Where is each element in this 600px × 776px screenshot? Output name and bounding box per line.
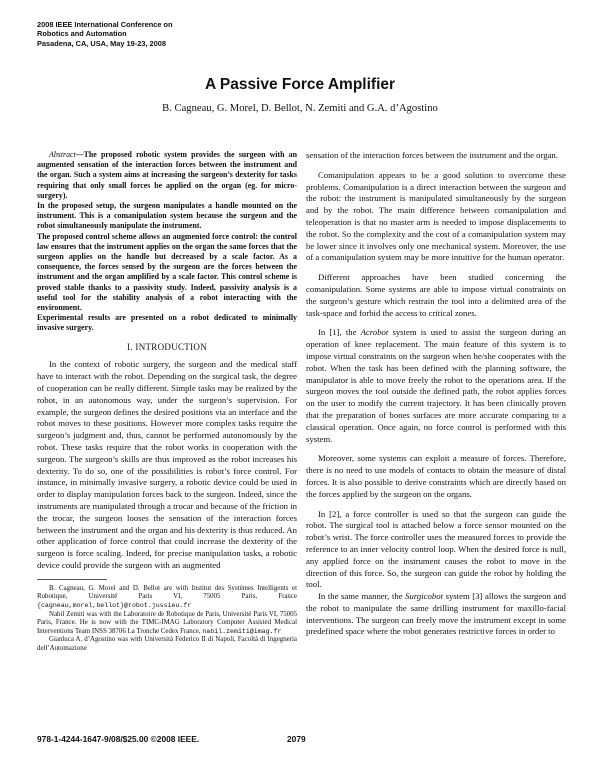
body-paragraph: In the context of robotic surgery, the surgeon and the medical staff have to interact with the robot. Depending on the surgical task, the degree of cooperation can be really different. Simple tasks may be realized by the robot, in an autonomous way, under the surgeon’s supervision. For example, the surgeon defines the desired positions via an interface and the robot moves to these positions. However more complex tasks require the surgeon’s judgment and, thus, cannot be performed autonomously by the robot. These tasks require that the robot works in cooperation with the surgeon. The surgeon’s skills are thus improved as the robot increases his dexterity. To do so, one of the possibilities is robot’s force control. For instance, in minimally invasive surgery, a robotic device could be used in order to display manipulation forces back to the surgeon. Indeed, since the instruments are manipulated through a trocar and because of the friction in the trocar, the surgeon looses the sensation of the interaction forces between the instrument and the organ and his dexterity is thus reduced. An other application of force control that could increase the dexterity of the surgeon is force scaling. Indeed, for precise manipulation tasks, a robotic device could provide the surgeon with an augmented: [37, 359, 297, 570]
section-heading: I. INTRODUCTION: [127, 341, 207, 352]
body-paragraph: In [2], a force controller is used so that the surgeon can guide the robot. The surgical tool is attached below a force sensor mounted on the robot’s wrist. The force controller uses the measured forces to provide the reference to an inner velocity control loop. When the desired force is null, any applied force on the instrument causes the robot to move in the direction of this force. So, the surgeon can guide the robot by holding the tool.: [306, 508, 566, 590]
conference-line: 2008 IEEE International Conference on: [37, 20, 173, 29]
abstract-paragraph: Experimental results are presented on a robot dedicated to minimally invasive surgery.: [37, 313, 297, 333]
system-name: Acrobot: [360, 327, 389, 338]
conference-header: [37, 20, 173, 48]
abstract-paragraph: The proposed control scheme allows an augmented force control: the control law ensures that the instrument applies on the organ the same forces that the surgeon applies on the handle but decreased by a scale factor. As a consequence, the forces sensed by the surgeon are the forces between the instrument and the organ amplified by a scale factor. This control scheme is proved stable thanks to a passivity study. Indeed, passivity analysis is a useful tool for the stability analysis of a robot interacting with the environment.: [37, 231, 297, 313]
conference-line: Robotics and Automation: [37, 29, 127, 39]
paper-title: A Passive Force Amplifier: [204, 76, 396, 93]
footnote-rule: [37, 579, 107, 580]
page-number: 2079: [287, 734, 306, 744]
abstract-text: —The proposed robotic system provides the surgeon with an augmented sensation of the interaction forces between the instrument and the organ. Such a system aims at increasing the surgeon’s dexterity for tasks requiring that only small forces be applied on the organ (eg. for micro-surgery).: [37, 150, 297, 200]
footnote-text: B. Cagneau, G. Morel and D. Bellot are with Institut des Systèmes Intelligents et Robotique, Université Paris VI, 75005 Paris, France: [37, 584, 297, 601]
body-text: system is used to assist the surgeon during an operation of knee replacement. The main feature of this system is to impose virtual constraints on the surgeon when he/she cooperates with the robot. When the task has been defined with the planning software, the manipulator is able to move freely the robot to the operations area. If the surgeon moves the tool outside the defined path, the robot applies forces on the user to modify the current trajectory. It has been clinically proven that the preparation of bones surfaces are more accurate comparing to a classical operation. Once again, no force control is performed with this system.: [306, 327, 566, 444]
body-paragraph: Comanipulation appears to be a good solution to overcome these problems. Comanipulation is a direct interaction between the surgeon and the robot: the instrument is manipulated simultaneously by the surgeon and by the robot. The main difference between comanipulation and teleoperation is that no master arm is needed to impose displacements to the robot. So the complexity and the cost of a comanipulation system may be lower since it involves only one mechanical system. Moreover, the use of a comanipulation system may be more intuitive for the human operator.: [306, 169, 566, 263]
abstract-paragraph: [37, 150, 297, 201]
abstract-paragraph: In the proposed setup, the surgeon manipulates a handle mounted on the instrument. This is a comanipulation system because the surgeon and the robot simultaneously manipulate the instrument.: [37, 201, 297, 231]
footnote: [37, 585, 297, 611]
body-paragraph: sensation of the interaction forces between the instrument and the organ.: [306, 150, 558, 160]
left-column: [37, 150, 297, 654]
footnote: [37, 611, 297, 637]
right-column: [306, 150, 566, 638]
conference-line: Pasadena, CA, USA, May 19-23, 2008: [37, 38, 166, 48]
abstract-label: Abstract: [49, 150, 76, 159]
body-paragraph: [306, 327, 566, 445]
system-name: Surgicobot: [405, 591, 443, 602]
footnote-email: {cagneau,morel,bellot}@robot.jussieu.fr: [37, 601, 192, 609]
copyright-line: 978-1-4244-1647-9/08/$25.00 ©2008 IEEE.: [37, 734, 200, 744]
footnote-text: Nabil Zemiti was with the Laboratoire de Robotique de Paris, Université Paris VI, 75005 Paris, France. He is now with the TIMC-IMAG Laboratory Computer Assisted Medical Interventions Team INSS 38706 La Tronche Cedex France,: [37, 610, 297, 635]
abstract: [37, 150, 297, 334]
author-list: B. Cagneau, G. Morel, D. Bellot, N. Zemiti and G.A. d’Agostino: [162, 103, 438, 114]
footnote-email: nabil.zemiti@imag.fr: [202, 627, 282, 635]
body-paragraph: Moreover, some systems can exploit a measure of forces. Therefore, there is no need to use models of contacts to obtain the measure of distal forces. It is also possible to derive constraints which are directly based on the forces applied by the surgeon on the organs.: [306, 453, 566, 499]
body-text: In the same manner, the: [318, 591, 406, 602]
footnotes: [37, 585, 297, 654]
footnote: Gianluca A. d’Agostino was with Università Federico II di Napoli, Facoltà di Ingegneria dell’Automazione: [37, 636, 297, 652]
body-text: system [3] allows the surgeon and the robot to manipulate the same drilling instrument for maxillo-facial interventions. The surgeon can freely move the instrument except in some predefined space where the robot generates restrictive forces in order to: [306, 591, 567, 637]
body-paragraph: [306, 591, 566, 638]
body-text: In [1], the: [318, 327, 361, 338]
body-paragraph: Different approaches have been studied concerning the comanipulation. Some systems are able to impose virtual constraints on the surgeon’s gesture which restrain the tool into a delimited area of the task-space and forbid the access to critical zones.: [306, 272, 566, 318]
